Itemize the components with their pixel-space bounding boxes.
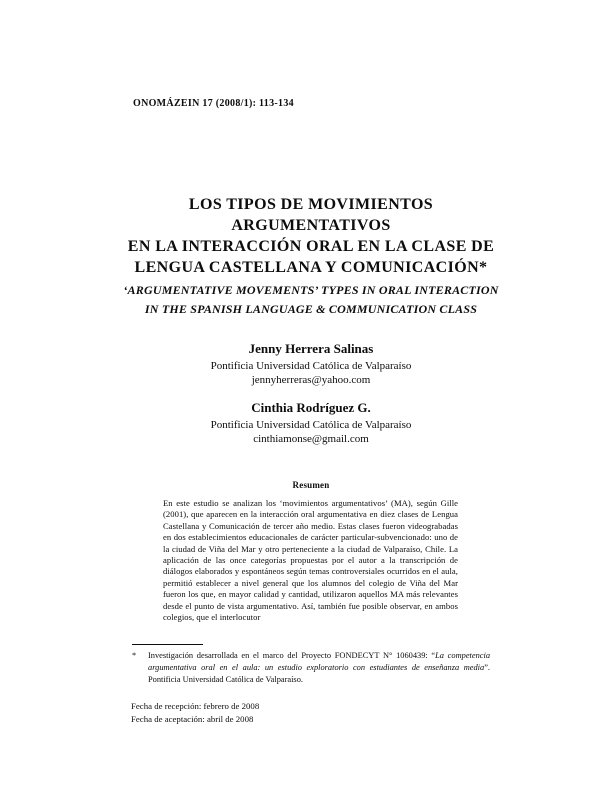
- abstract-heading: Resumen: [292, 480, 330, 490]
- author-name: Cinthia Rodríguez G.: [251, 400, 371, 415]
- footnote-text: Investigación desarrollada en el marco del Proyecto FONDECYT N° 1060439: “: [148, 651, 436, 660]
- footnote-text: ”. Pontificia Universidad Católica de Valparaíso.: [148, 662, 490, 684]
- author-email: cinthiamonse@gmail.com: [253, 433, 369, 445]
- english-subtitle-line: ‘ARGUMENTATIVE MOVEMENTS’ TYPES IN ORAL INTERACTION: [123, 283, 499, 297]
- author-affiliation: Pontificia Universidad Católica de Valparaíso: [210, 419, 412, 431]
- journal-header: ONOMÁZEIN 17 (2008/1): 113-134: [133, 98, 294, 109]
- abstract-text: En este estudio se analizan los ‘movimientos argumentativos’ (MA), según Gille (2001), que aparecen en la interacción oral argumentativa en diez clases de Lengua Castellana y Comunicación de tercer año medio. Estas clases fueron videograbadas en dos establecimientos educacionales de carácter particular-subvencionado: uno de la ciudad de Viña del Mar y otro perteneciente a la ciudad de Valparaíso, Chile. La aplicación de las once categorías propuestas por el autor a la transcripción de diálogos elaborados y espontáneos según temas controversiales ocurridos en el aula, permitió establecer a nivel general que los alumnos del colegio de Viña del Mar fueron los que, en mayor calidad y cantidad, utilizaron aquellos MA más relevantes desde el punto de vista argumentativo. Así, también fue posible observar, en ambos colegios, que el interlocutor: [163, 498, 458, 623]
- date-accepted: Fecha de aceptación: abril de 2008: [131, 714, 254, 724]
- footnote: [132, 650, 490, 685]
- author-email: jennyherreras@yahoo.com: [251, 374, 371, 386]
- date-received: Fecha de recepción: febrero de 2008: [131, 701, 260, 711]
- english-subtitle: [93, 281, 529, 318]
- author-affiliation: Pontificia Universidad Católica de Valparaíso: [210, 360, 412, 372]
- footnote-marker: *: [132, 651, 137, 660]
- paper-title-line: EN LA INTERACCIÓN ORAL EN LA CLASE DE: [127, 238, 495, 255]
- footnote-text-italic: La competencia argumentativa oral en el aula: un estudio exploratorio con estudiantes de enseñanza media: [148, 651, 491, 672]
- paper-title: [113, 194, 509, 278]
- footnote-rule: [132, 644, 203, 645]
- paper-title-line: LENGUA CASTELLANA Y COMUNICACIÓN*: [134, 259, 488, 276]
- english-subtitle-line: IN THE SPANISH LANGUAGE & COMMUNICATION CLASS: [144, 301, 478, 316]
- author-name: Jenny Herrera Salinas: [248, 341, 374, 356]
- paper-title-line: LOS TIPOS DE MOVIMIENTOS ARGUMENTATIVOS: [188, 196, 434, 234]
